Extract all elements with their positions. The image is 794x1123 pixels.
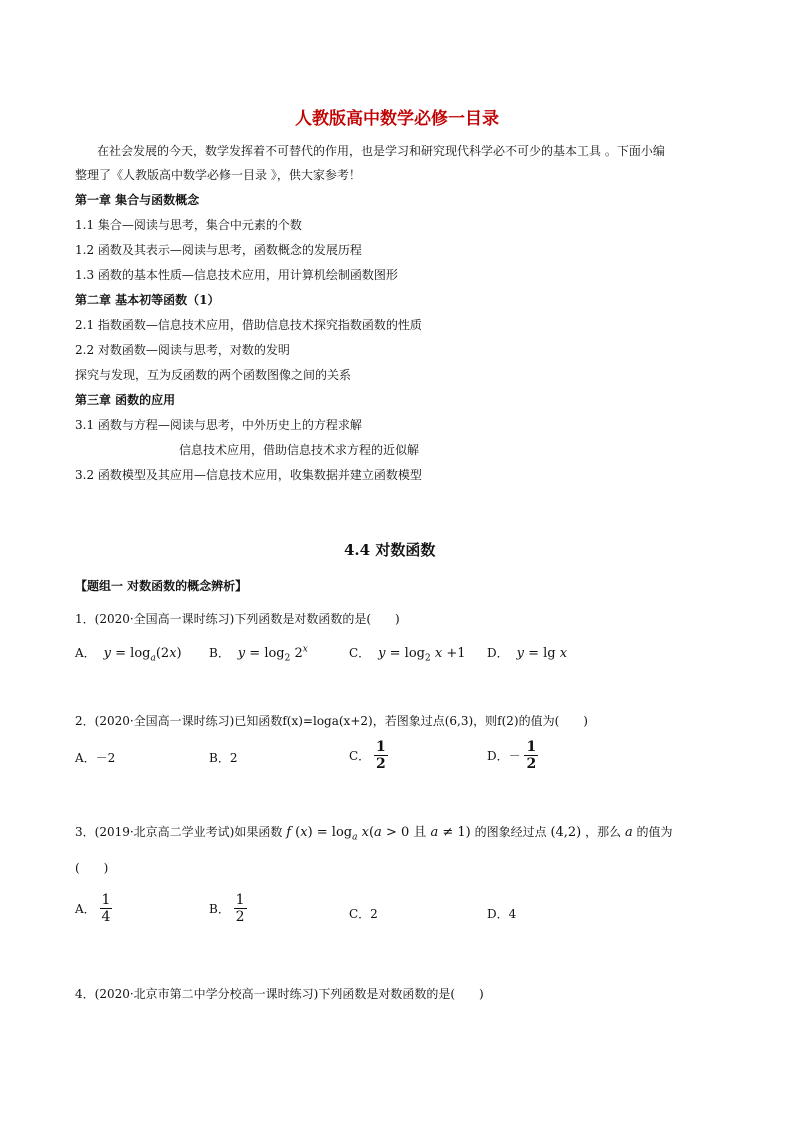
fraction-one-half: $\frac{1}{2}$ [526, 739, 537, 772]
toc-item: 1.3 函数的基本性质—信息技术应用，用计算机绘制函数图形 [75, 268, 398, 282]
math-formula: $y = \log_2 x +1$ [374, 646, 466, 664]
question-1-stem: 1．(2020·全国高一课时练习)下列函数是对数函数的是( ) [75, 612, 400, 626]
question-3-option-b [209, 893, 247, 924]
toc-item: 探究与发现，互为反函数的两个函数图像之间的关系 [75, 368, 352, 382]
option-label: D． [487, 646, 509, 660]
chapter-3-heading: 第三章 函数的应用 [75, 393, 176, 407]
toc-item: 2.2 对数函数—阅读与思考，对数的发明 [75, 343, 290, 357]
question-3-answer-bracket: ( ) [75, 861, 109, 875]
question-1-option-c [349, 644, 466, 664]
intro-line-1: 在社会发展的今天，数学发挥着不可替代的作用，也是学习和研究现代科学必不可少的基本工具 。下面小编 [97, 144, 665, 158]
question-2-stem: 2．(2020·全国高一课时练习)已知函数f(x)=loga(x+2)，若图象过点(6,3)，则f(2)的值为( ) [75, 714, 588, 728]
toc-item: 1.1 集合—阅读与思考，集合中元素的个数 [75, 218, 302, 232]
option-label: A． [75, 902, 96, 916]
question-1-option-b [209, 644, 308, 664]
option-label: D．－ [487, 749, 521, 763]
chapter-2-heading: 第二章 基本初等函数（1） [75, 293, 220, 307]
question-4-stem: 4．(2020·北京市第二中学分校高一课时练习)下列函数是对数函数的是( ) [75, 987, 484, 1001]
toc-item: 信息技术应用，借助信息技术求方程的近似解 [179, 443, 420, 457]
fraction-one-half: $\frac{1}{2}$ [376, 739, 386, 772]
question-2-option-b: B．2 [209, 751, 238, 765]
question-3-option-d: D．4 [487, 907, 517, 921]
question-2-option-c [349, 740, 388, 771]
question-3-stem-end: 的值为 [636, 825, 673, 839]
fraction-one-half: $\frac{1}{2}$ [235, 892, 245, 925]
math-formula: y = lg x [512, 646, 568, 661]
question-3-option-a [75, 893, 112, 924]
option-label: B． [209, 902, 230, 916]
toc-item: 2.1 指数函数—信息技术应用，借助信息技术探究指数函数的性质 [75, 318, 422, 332]
question-1-option-a [75, 644, 182, 664]
question-3-stem-prefix: 3．(2019·北京高二学业考试)如果函数 [75, 825, 283, 839]
question-1-option-d [487, 644, 567, 661]
question-2-option-d [487, 740, 538, 771]
page-title: 人教版高中数学必修一目录 [295, 109, 499, 129]
math-formula: $y = \log_a(2x)$ [99, 646, 182, 664]
math-formula: $y = \log_2 2^x$ [233, 644, 308, 664]
intro-line-2: 整理了《人教版高中数学必修一目录 》，供大家参考！ [75, 168, 361, 182]
variable-a: a [624, 825, 633, 840]
toc-item: 1.2 函数及其表示—阅读与思考，函数概念的发展历程 [75, 243, 362, 257]
option-label: A． [75, 646, 96, 660]
question-3-stem [75, 821, 673, 843]
option-label: C． [349, 749, 371, 763]
toc-item: 3.1 函数与方程—阅读与思考，中外历史上的方程求解 [75, 418, 362, 432]
point-coordinates: (4,2) [550, 825, 582, 840]
section-title: 4.4 对数函数 [344, 541, 436, 559]
option-label: C． [349, 646, 371, 660]
question-group-title: 【题组一 对数函数的概念辨析】 [75, 579, 248, 593]
math-formula: f $(x) = \log_a x(a > 0$ 且 a ≠ 1) [286, 825, 471, 843]
question-3-stem-mid: 的图象经过点 [474, 825, 547, 839]
question-2-option-a: A．－2 [75, 751, 116, 765]
option-label: B． [209, 646, 230, 660]
toc-item: 3.2 函数模型及其应用—信息技术应用，收集数据并建立函数模型 [75, 468, 422, 482]
question-3-stem-suffix: ，那么 [585, 825, 622, 839]
chapter-1-heading: 第一章 集合与函数概念 [75, 193, 200, 207]
fraction-one-quarter: $\frac{1}{4}$ [101, 892, 111, 925]
question-3-option-c: C．2 [349, 907, 378, 921]
